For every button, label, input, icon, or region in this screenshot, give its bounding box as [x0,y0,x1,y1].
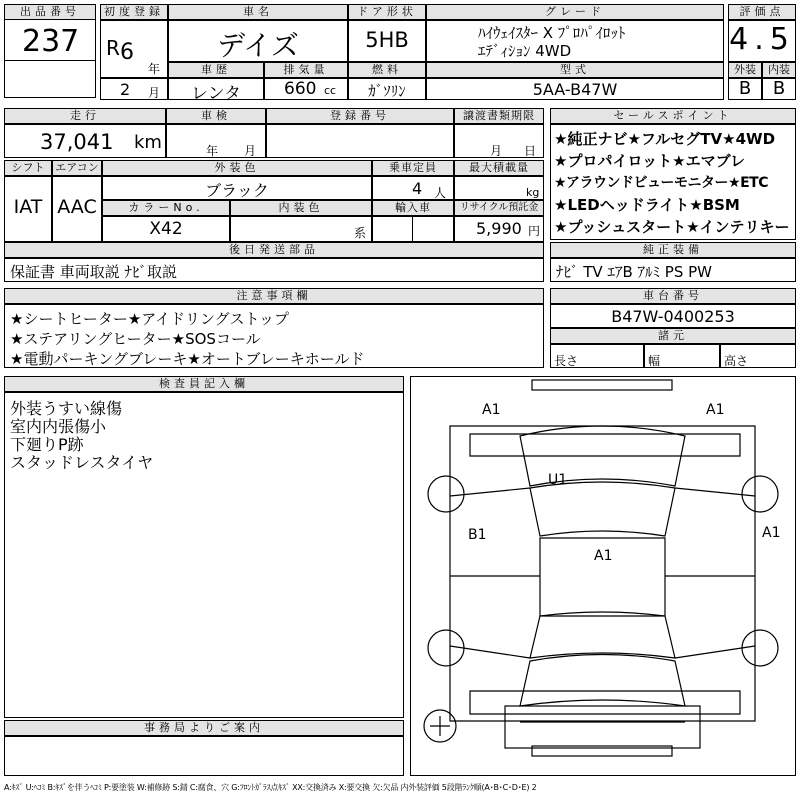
shift-value: IAT [13,196,43,218]
score-int-label: 内装 [762,62,796,78]
color-no-value: X42 [149,219,183,239]
transfer-month-unit: 月 [490,144,503,158]
import-label: 輸入車 [372,200,454,216]
std-equip-value: ﾅﾋﾞ TV ｴｱB ｱﾙﾐ PS PW [556,263,712,281]
fuel-label: 燃料 [348,62,426,78]
recycle-label: リサイクル預託金 [454,200,544,216]
model-value: 5AA-B47W [532,80,618,99]
shift-label: シフト [4,160,52,176]
inspector-label: 検査員記入欄 [4,376,404,392]
sales-points-label: セールスポイント [550,108,796,124]
specs-length: 長さ [554,354,579,368]
lot-divider [4,60,96,61]
damage-mark: A1 [706,402,725,418]
history-value: レンタ [191,84,241,104]
history-label: 車歴 [168,62,264,78]
first-reg-month-unit: 月 [148,86,161,100]
load-label: 最大積載量 [454,160,544,176]
grade-label: グレード [426,4,724,20]
car-name-label: 車名 [168,4,348,20]
import-divider [412,216,413,242]
inspection-label: 車検 [166,108,266,124]
recycle-unit: 円 [528,224,541,238]
import-box [372,216,454,242]
damage-mark: A1 [762,525,781,541]
score-int: B [772,78,786,99]
first-reg-era: R [106,36,120,60]
mileage-unit: km [134,132,162,153]
notes-label: 注意事項欄 [4,288,544,304]
door-value: 5HB [365,28,409,52]
specs-label: 諸元 [550,328,796,344]
score-value: 4.5 [729,22,795,57]
interior-color-unit: 系 [354,226,367,240]
note-line: ★ステアリングヒーター★SOSコール [10,330,261,348]
inspector-line: 室内内張傷小 [10,417,107,436]
load-unit: kg [526,186,540,199]
ac-value: AAC [57,196,97,218]
damage-mark: A1 [594,548,613,564]
std-equip-label: 純正装備 [550,242,796,258]
score-ext-label: 外装 [728,62,762,78]
office-box [4,736,404,776]
damage-mark: A1 [482,402,501,418]
score-ext: B [738,78,752,99]
sales-point-line: ★プロパイロット★エマブレ [554,152,745,170]
reg-no-box [266,124,454,158]
office-label: 事務局よりご案内 [4,720,404,736]
chassis-value: B47W-0400253 [611,307,735,326]
interior-color-box [230,216,372,242]
score-label: 評価点 [728,4,796,20]
first-reg-month: 2 [120,80,131,99]
inspector-line: 下廻りP跡 [10,435,84,454]
capacity-unit: 人 [434,186,447,200]
lot-number: 237 [22,24,80,59]
inspection-year-unit: 年 [206,144,219,158]
later-parts-value: 保証書 車両取説 ﾅﾋﾞ取説 [10,263,178,281]
model-label: 型式 [426,62,724,78]
grade-line1: ﾊｲｳｪｲｽﾀｰ X ﾌﾟﾛﾊﾟｲﾛｯﾄ [478,24,626,42]
transfer-label: 譲渡書類期限 [454,108,544,124]
recycle-value: 5,990 [476,219,522,238]
sales-point-line: ★アラウンドビューモニター★ETC [554,175,768,191]
car-name: デイズ [217,29,299,62]
first-reg-year-unit: 年 [148,62,161,76]
transfer-day-unit: 日 [524,144,537,158]
lot-label: 出品番号 [4,4,96,20]
ac-label: エアコン [52,160,102,176]
capacity-value: 4 [412,179,423,198]
first-reg-year: 6 [120,40,134,65]
inspector-line: スタッドレスタイヤ [10,453,154,472]
chassis-label: 車台番号 [550,288,796,304]
displacement-value: 660 [284,79,317,99]
specs-height: 高さ [724,354,749,368]
color-no-label: カラーNo. [102,200,230,216]
fuel-value: ｶﾞｿﾘﾝ [368,82,406,100]
displacement-unit: cc [324,84,337,97]
note-line: ★電動パーキングブレーキ★オートブレーキホールド [10,350,365,368]
later-parts-label: 後日発送部品 [4,242,544,258]
car-diagram [410,376,796,776]
reg-no-label: 登録番号 [266,108,454,124]
inspection-month-unit: 月 [244,144,257,158]
mileage-label: 走行 [4,108,166,124]
color-value: ブラック [205,181,269,200]
inspector-line: 外装うすい線傷 [10,399,123,418]
damage-mark: B1 [468,527,487,543]
displacement-label: 排気量 [264,62,348,78]
mileage-value: 37,041 [40,130,114,154]
capacity-label: 乗車定員 [372,160,454,176]
specs-width: 幅 [648,354,661,368]
color-label: 外装色 [102,160,372,176]
interior-color-label: 内装色 [230,200,372,216]
door-label: ドア形状 [348,4,426,20]
damage-mark: U1 [548,472,568,488]
legend-text: A:ｷｽﾞ U:ﾍｺﾐ B:ｷｽﾞを伴うﾍｺﾐ P:要塗装 W:補修跡 S:錆 C:腐食、穴 G:ﾌﾛﾝﾄｶﾞﾗｽ点ｷｽﾞ XX:交換済み X:要交換 欠:欠品 内外装評価 5段階ﾗﾝｸ順(A･B･C･D･E) 2 [4,783,537,792]
first-reg-label: 初度登録 [100,4,168,20]
sales-point-line: ★プッシュスタート★インテリキー [554,218,790,236]
sales-point-line: ★純正ナビ★フルセグTV★4WD [554,130,776,148]
grade-line2: ｴﾃﾞｨｼｮﾝ 4WD [478,42,572,60]
sales-point-line: ★LEDヘッドライト★BSM [554,196,740,214]
note-line: ★シートヒーター★アイドリングストップ [10,310,290,328]
